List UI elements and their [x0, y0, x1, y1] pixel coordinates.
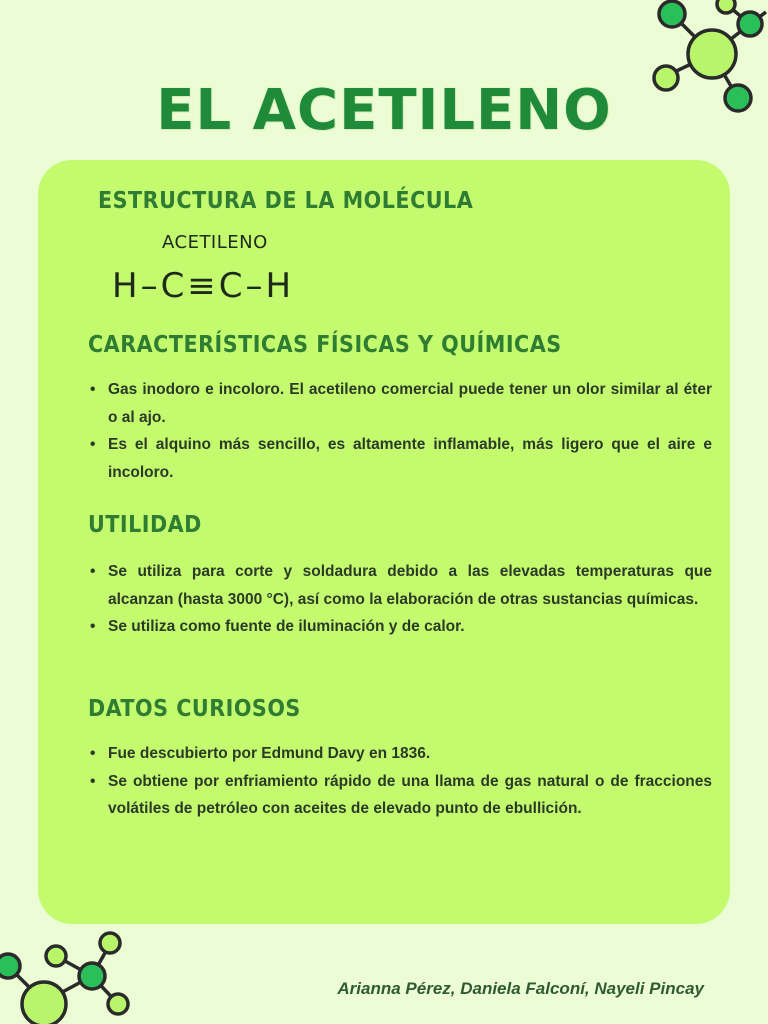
list-item: • Gas inodoro e incoloro. El acetileno comercial puede tener un olor similar al éter o al ajo.	[108, 376, 712, 431]
authors-credit: Arianna Pérez, Daniela Falconí, Nayeli Pincay	[337, 979, 704, 998]
curious-facts-list	[88, 740, 712, 823]
content-card	[38, 160, 730, 924]
page-title: EL ACETILENO	[156, 78, 612, 143]
list-item: • Se obtiene por enfriamiento rápido de una llama de gas natural o de fracciones volátiles de petróleo con aceites de elevado punto de ebullición.	[108, 768, 712, 823]
structural-formula: H–C≡C–H	[112, 266, 295, 306]
utility-heading: UTILIDAD	[88, 512, 202, 538]
characteristics-heading: CARACTERÍSTICAS FÍSICAS Y QUÍMICAS	[88, 332, 562, 358]
list-item: • Fue descubierto por Edmund Davy en 1836.	[108, 740, 712, 768]
list-item: • Es el alquino más sencillo, es altamente inflamable, más ligero que el aire e incoloro.	[108, 431, 712, 486]
curious-facts-heading: DATOS CURIOSOS	[88, 696, 301, 722]
list-item: • Se utiliza como fuente de iluminación y de calor.	[108, 613, 712, 641]
structure-heading: ESTRUCTURA DE LA MOLÉCULA	[98, 188, 474, 214]
list-item: • Se utiliza para corte y soldadura debido a las elevadas temperaturas que alcanzan (hasta 3000 °C), así como la elaboración de otras sustancias químicas.	[108, 558, 712, 613]
utility-list	[88, 558, 712, 641]
molecule-decoration-bottom-left-icon	[0, 926, 140, 1024]
molecule-name: ACETILENO	[162, 232, 268, 253]
characteristics-list	[88, 376, 712, 486]
